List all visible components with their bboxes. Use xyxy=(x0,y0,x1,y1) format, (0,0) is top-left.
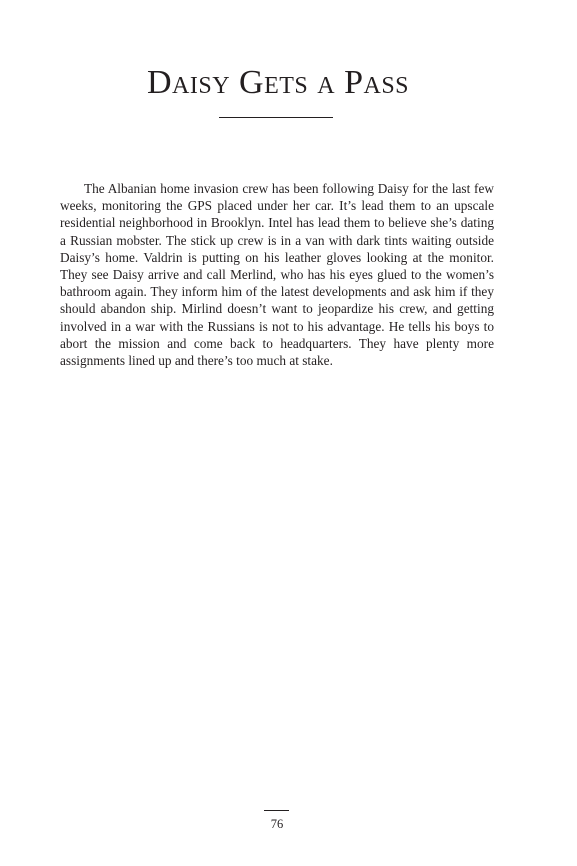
title-underline-rule xyxy=(219,117,333,118)
chapter-title: Daisy Gets a Pass xyxy=(146,64,410,101)
page-number-rule xyxy=(264,810,289,811)
page-number: 76 xyxy=(270,817,284,831)
body-paragraph: The Albanian home invasion crew has been following Daisy for the last few weeks, monitoring the GPS placed under her car. It’s lead them to an upscale residential neighborhood in Brooklyn. Intel has lead them to believe she’s dating a Russian mobster. The stick up crew is in a van with dark tints waiting outside Daisy’s home. Valdrin is putting on his leather gloves looking at the monitor. They see Daisy arrive and call Merlind, who has his eyes glued to the women’s bathroom again. They inform him of the latest developments and ask him if they should abandon ship. Mirlind doesn’t want to jeopardize his crew, and getting involved in a war with the Russians is not to his advantage. He tells his boys to abort the mission and come back to headquarters. They have plenty more assignments lined up and there’s too much at stake. xyxy=(60,181,494,369)
